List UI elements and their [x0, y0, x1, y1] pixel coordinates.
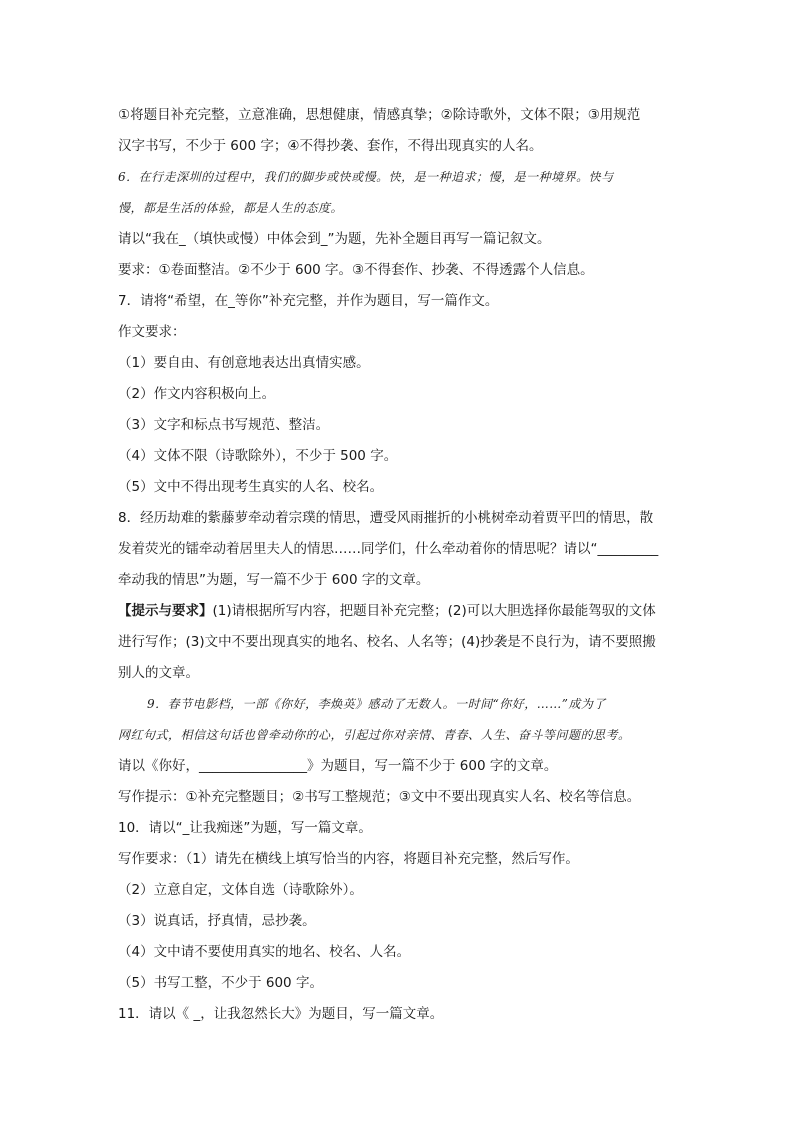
text-line: ①将题目补充完整，立意准确，思想健康，情感真挚；②除诗歌外，文体不限；③用规范	[118, 107, 641, 123]
text-line: （3）说真话，抒真情，忌抄袭。	[118, 913, 316, 929]
text-line: 汉字书写，不少于 600 字；④不得抄袭、套作，不得出现真实的人名。	[118, 138, 543, 154]
text-line: 别人的文章。	[118, 665, 199, 681]
text-line: 进行写作；(3)文中不要出现真实的地名、校名、人名等；(4)抄袭是不良行为，请不要照搬	[118, 634, 656, 650]
document-body	[118, 104, 678, 1034]
text-line: 6．在行走深圳的过程中，我们的脚步或快或慢。快，是一种追求；慢，是一种境界。快与	[118, 170, 614, 184]
text-line: 9．春节电影档，一部《你好，李焕英》感动了无数人。一时间“你好，……”成为了	[147, 697, 606, 711]
text-line: （4）文体不限（诗歌除外），不少于 500 字。	[118, 448, 398, 464]
text-line	[118, 600, 678, 631]
text-line: （5）书写工整，不少于 600 字。	[118, 975, 323, 991]
text-line: （5）文中不得出现考生真实的人名、校名。	[118, 479, 384, 495]
text-line: 请以《你好，________________》为题目，写一篇不少于 600 字的文章。	[118, 758, 558, 774]
line-text: (1)请根据所写内容，把题目补充完整；(2)可以大胆选择你最能驾驭的文体	[212, 603, 656, 619]
text-line: 牵动我的情思”为题，写一篇不少于 600 字的文章。	[118, 572, 430, 588]
text-line: 要求：①卷面整洁。②不少于 600 字。③不得套作、抄袭、不得透露个人信息。	[118, 262, 594, 278]
text-line: （3）文字和标点书写规范、整洁。	[118, 417, 330, 433]
text-line: 写作提示：①补充完整题目；②书写工整规范；③文中不要出现真实人名、校名等信息。	[118, 789, 641, 805]
text-line: 7．请将“希望，在_等你”补充完整，并作为题目，写一篇作文。	[118, 293, 499, 309]
text-line: 写作要求：（1）请先在横线上填写恰当的内容，将题目补充完整，然后写作。	[118, 851, 579, 867]
text-line: 11．请以《 _，让我忽然长大》为题目，写一篇文章。	[118, 1006, 444, 1022]
text-line: （2）立意自定，文体自选（诗歌除外）。	[118, 882, 363, 898]
text-line: （2）作文内容积极向上。	[118, 386, 276, 402]
text-line: 作文要求：	[118, 324, 186, 340]
text-line: 慢，都是生活的体验，都是人生的态度。	[118, 201, 344, 215]
text-line: （1）要自由、有创意地表达出真情实感。	[118, 355, 370, 371]
text-line: 8．经历劫难的紫藤萝牵动着宗璞的情思，遭受风雨摧折的小桃树牵动着贾平凹的情思，散	[118, 510, 654, 526]
text-line: （4）文中请不要使用真实的地名、校名、人名。	[118, 944, 411, 960]
heading-prefix: 【提示与要求】	[118, 603, 213, 619]
text-line: 发着荧光的镭牵动着居里夫人的情思……同学们，什么牵动着你的情思呢？请以“_________	[118, 541, 659, 557]
text-line: 网红句式，相信这句话也曾牵动你的心，引起过你对亲情、青春、人生、奋斗等问题的思考。	[118, 728, 631, 742]
text-line: 10．请以“_让我痴迷”为题，写一篇文章。	[118, 820, 372, 836]
text-line: 请以“我在_（填快或慢）中体会到_”为题，先补全题目再写一篇记叙文。	[118, 231, 551, 247]
